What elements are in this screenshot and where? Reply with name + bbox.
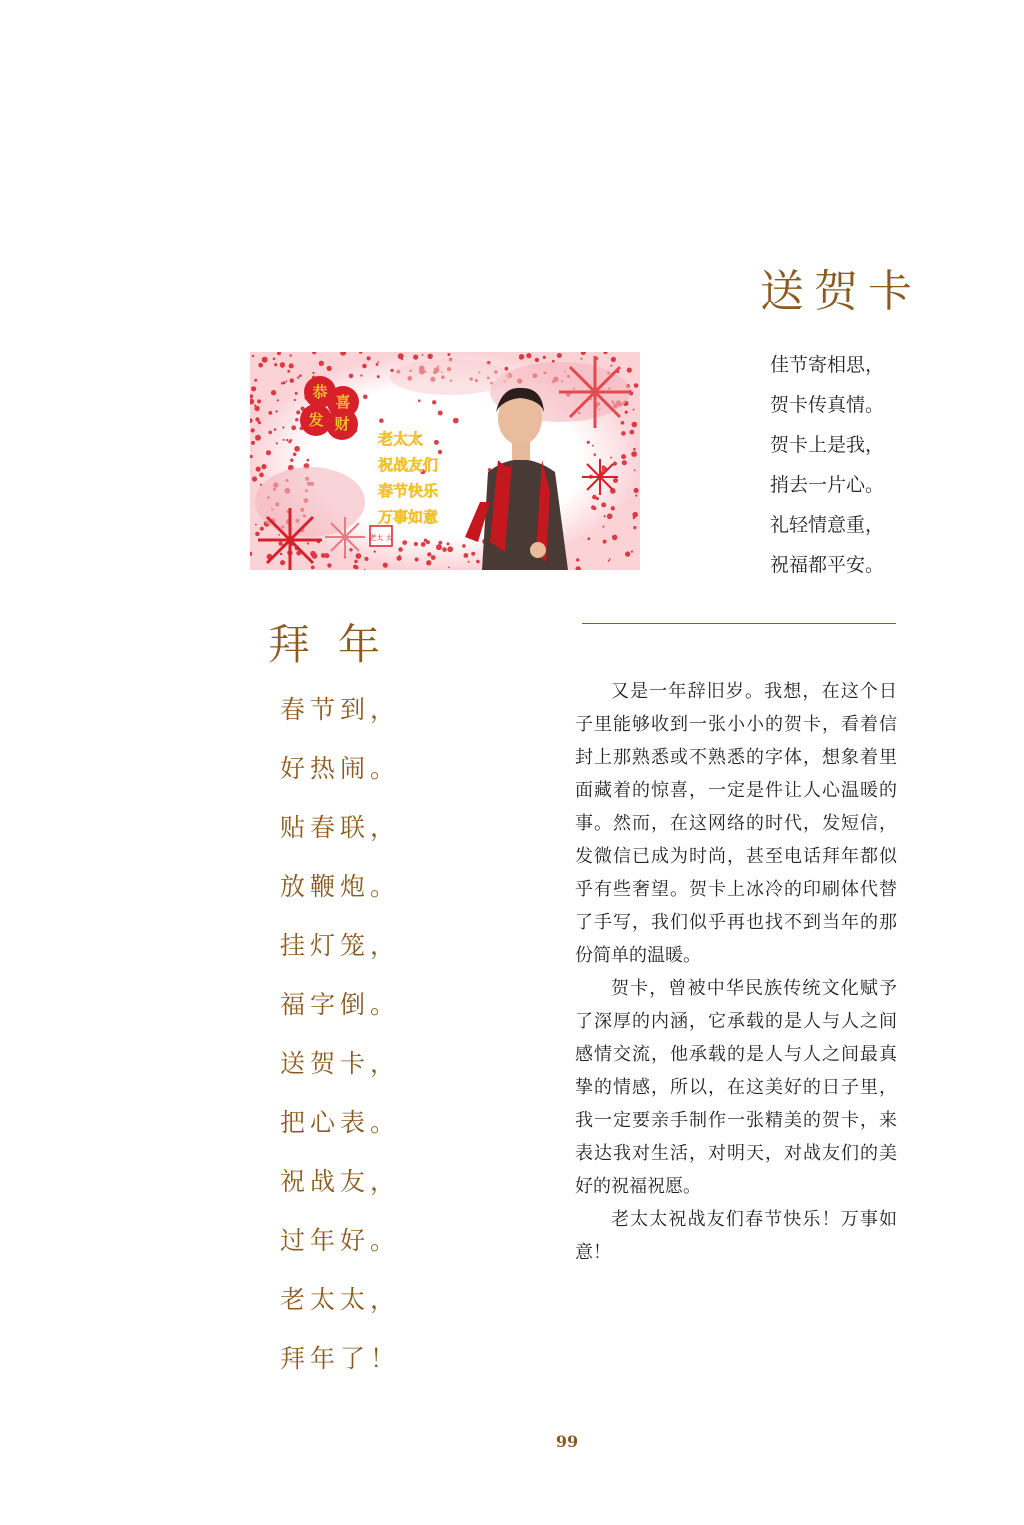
card-speckle [280,362,285,367]
card-speckle [276,442,278,444]
card-speckle [321,363,323,365]
greeting-line: 老太太 [378,430,424,448]
poem-line: 贺卡传真情。 [770,394,885,416]
poem-title-left: 拜年 [268,620,409,669]
card-speckle [295,418,298,421]
card-speckle [453,418,459,424]
card-speckle [255,524,257,526]
card-speckle [268,431,272,435]
card-speckle [462,544,466,548]
article-paragraph: 又是一年辞旧岁。我想，在这个日子里能够收到一张小小的贺卡，看着信封上那熟悉或不熟悉的字体，想象着里面藏着的惊喜，一定是件让人心温暖的事。然而，在这网络的时代，发短信，发微信已成为时尚，甚至电话拜年都似乎有些奢望。贺卡上冰冷的印刷体代替了手写，我们似乎再也找不到当年的那份简单的温暖。 [575,681,897,966]
card-speckle [424,539,428,543]
card-speckle [587,441,590,444]
article-paragraph: 老太太祝战友们春节快乐！万事如意！ [575,1209,897,1263]
card-speckle [625,411,628,414]
card-speckle [611,365,613,367]
card-speckle [356,553,362,559]
card-speckle [287,370,290,373]
poem-line: 好热闹。 [280,754,401,783]
card-speckle [362,364,367,369]
card-speckle [252,355,254,357]
card-speckle [271,390,276,395]
card-speckle [289,363,294,368]
card-speckle [633,448,636,451]
poem-left [280,680,480,1388]
card-speckle [282,381,285,384]
card-speckle [434,440,439,445]
card-speckle [611,357,616,362]
card-speckle [275,410,277,412]
card-speckle [307,542,309,544]
card-speckle [634,383,639,388]
card-speckle [251,441,255,445]
poem-line: 送贺卡， [280,1049,401,1078]
divider-line [582,623,896,624]
card-speckle [631,451,637,457]
card-speckle [448,567,450,569]
card-speckle [621,421,625,425]
card-speckle [526,353,531,358]
lantern-char: 财 [334,415,350,433]
card-speckle [397,556,402,561]
card-speckle [259,473,264,478]
card-speckle [273,358,276,361]
card-speckle [609,558,611,560]
card-speckle [349,548,352,551]
card-speckle [634,469,636,471]
card-speckle [310,551,316,557]
card-speckle [610,457,612,459]
card-speckle [363,395,368,400]
poem-right [770,345,910,585]
poem-line: 佳节寄相思， [770,354,885,376]
card-speckle [634,488,639,493]
card-speckle [283,439,285,441]
lantern-char: 恭 [312,383,328,401]
card-speckle [291,425,296,430]
card-speckle [327,563,331,567]
article-body [575,675,897,1269]
card-speckle [447,542,450,545]
poem-line: 贴春联， [280,813,401,842]
card-speckle [296,410,300,414]
card-speckle [438,411,443,416]
card-speckle [468,561,470,563]
card-speckle [327,366,332,371]
card-speckle [294,399,296,401]
card-speckle [414,542,418,546]
card-speckle [415,557,419,561]
card-speckle [299,374,302,377]
card-speckle [438,450,442,454]
card-speckle [632,422,638,428]
card-speckle [608,560,610,562]
card-speckle [274,428,277,431]
card-speckle [447,353,450,356]
card-speckle [622,460,627,465]
card-speckle [447,546,453,552]
card-speckle [252,476,257,481]
card-speckle [251,386,256,391]
card-speckle [294,446,300,452]
card-speckle [399,555,401,557]
poem-line: 过年好。 [280,1226,401,1255]
card-speckle [621,431,626,436]
card-speckle [519,356,523,360]
card-speckle [471,552,475,556]
card-speckle [592,495,597,500]
card-speckle [255,435,261,441]
card-speckle [312,372,314,374]
card-speckle [306,459,309,462]
card-speckle [278,534,280,536]
card-speckle [581,358,583,360]
card-speckle [255,532,260,537]
card-speckle [629,430,634,435]
card-speckle [632,512,638,518]
card-speckle [627,368,632,373]
card-speckle [290,354,292,356]
card-speckle [535,358,539,362]
card-speckle [633,409,635,411]
card-speckle [418,399,421,402]
card-speckle [383,563,388,568]
card-speckle [402,540,407,545]
poem-line: 捎去一片心。 [770,474,885,496]
card-speckle [593,506,597,510]
card-speckle [442,547,447,552]
card-speckle [377,375,380,378]
card-speckle [321,553,326,558]
card-speckle [613,478,618,483]
card-speckle [594,453,597,456]
card-speckle [262,357,268,363]
page-number: 99 [555,1432,579,1451]
card-speckle [364,557,368,561]
card-speckle [604,515,606,517]
card-speckle [295,392,298,395]
card-speckle [379,418,384,423]
card-speckle [476,560,480,564]
card-speckle [311,566,315,570]
card-speckle [464,553,469,558]
card-speckle [288,440,291,443]
card-speckle [587,537,590,540]
card-speckle [297,376,299,378]
poem-line: 挂灯笼， [280,931,401,960]
card-speckle [398,353,404,359]
card-speckle [428,354,433,359]
greeting-line: 祝战友们 [378,456,439,474]
card-speckle [376,363,379,366]
card-speckle [413,355,418,360]
card-speckle [431,555,436,560]
poem-line: 老太太， [280,1285,401,1314]
card-speckle [438,541,442,545]
card-speckle [426,560,431,565]
card-speckle [631,551,633,553]
card-speckle [612,535,618,541]
card-speckle [261,464,266,469]
card-speckle [290,378,295,383]
lantern-char: 发 [308,411,324,429]
card-speckle [268,411,272,415]
card-speckle [635,495,637,497]
card-speckle [286,380,288,382]
greeting-line: 万事如意 [378,508,439,526]
poem-title-right: 送贺卡 [760,266,922,317]
card-speckle [274,363,277,366]
card-speckle [592,445,594,447]
card-speckle [436,544,442,550]
card-speckle [427,552,431,556]
card-speckle [377,361,379,363]
card-speckle [293,453,297,457]
card-speckle [280,560,285,565]
card-speckle [607,514,613,520]
card-speckle [254,406,259,411]
card-speckle [601,502,606,507]
card-speckle [557,353,562,358]
card-speckle [398,547,403,552]
card-speckle [613,462,617,466]
card-speckle [354,560,358,564]
poem-line: 把心表。 [280,1108,401,1137]
card-speckle [260,527,264,531]
poem-line: 福字倒。 [280,990,401,1019]
card-speckle [374,550,376,552]
card-speckle [266,450,271,455]
article-paragraph: 贺卡，曾被中华民族传统文化赋予了深厚的内涵，它承载的是人与人之间感情交流，他承载的是人与人之间最真挚的情感，所以，在这美好的日子里，我一定要亲手制作一张精美的贺卡，来表达我对生活，对明天，对战友们的美好的祝福祝愿。 [575,978,897,1197]
card-speckle [257,399,261,403]
poem-line: 春节到， [280,695,401,724]
card-speckle [254,379,257,382]
card-speckle [353,565,357,569]
card-speckle [286,439,288,441]
card-speckle [279,542,283,546]
poem-line: 放鞭炮。 [280,872,401,901]
greeting-card-image [250,352,640,570]
card-speckle [603,526,605,528]
card-speckle [256,467,261,472]
card-speckle [251,428,255,432]
poem-line: 礼轻情意重， [770,514,885,536]
card-speckle [543,356,546,359]
card-speckle [421,542,426,547]
card-speckle [621,454,626,459]
card-speckle [290,459,293,462]
card-speckle [576,558,579,561]
card-speckle [258,363,263,368]
card-speckle [282,426,284,428]
poem-line: 拜年了！ [280,1344,401,1373]
seal-text: 老太 太 [369,534,393,542]
card-speckle [281,382,283,384]
card-speckle [349,374,354,379]
card-speckle [625,551,630,556]
card-speckle [611,506,615,510]
card-speckle [277,399,279,401]
card-speckle [367,356,371,360]
card-speckle [432,400,436,404]
poem-line: 贺卡上是我， [770,434,885,456]
card-speckle [603,540,607,544]
card-speckle [255,417,259,421]
greeting-line: 春节快乐 [378,482,439,500]
card-speckle [280,553,283,556]
poem-line: 祝福都平安。 [770,554,885,576]
lantern-char: 喜 [335,393,351,411]
card-speckle [422,354,424,356]
card-speckle [360,374,362,376]
poem-line: 祝战友， [280,1167,401,1196]
card-speckle [633,526,636,529]
greeting-card-art [250,352,640,570]
